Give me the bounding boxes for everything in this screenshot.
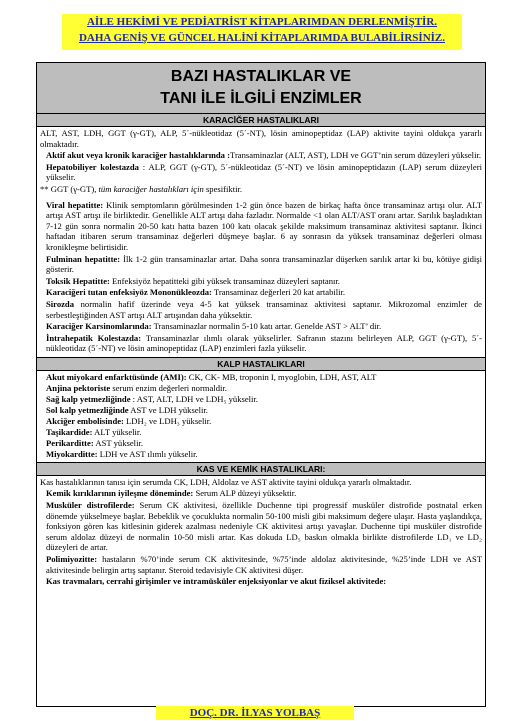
term: Toksik Hepatitte: xyxy=(46,275,110,286)
section-header-heart: KALP HASTALIKLARI xyxy=(37,357,485,371)
term: İntrahepatik Kolestazda: xyxy=(46,332,142,343)
bone-paragraph xyxy=(40,554,482,575)
banner-line-1: AİLE HEKİMİ VE PEDİATRİST KİTAPLARIMDAN DERLENMİŞTİR. xyxy=(86,16,438,28)
term: Viral hepatitte: xyxy=(46,199,104,210)
text: Serum CK aktivitesi, özellikle Duchenne tipi progressif musküler distrofide postnatal erken dönemde yükselmeye başlar. Bebeklik ve çocuklukta normalin 50-100 misli gibi maksimum değere ulaşır. Hasta yaşlandıkça, fonksiyon gören kas kitlesinin giderek azalması nedeniyle CK aktivitesi artışı yavaşlar. Duchenne tipi musküler distrofide serum aldolaz düzeyi de normalin 10-50 misli artar. Kas dokuda LD₅ baskın olmakla birlikte distrofilerde LD₁ ve LD₂ düzeyleri de artar. xyxy=(46,500,482,553)
liver-paragraph xyxy=(40,333,482,354)
text: Klinik semptomların görülmesinden 1-2 gün önce bazen de birkaç hafta önce transaminaz artışı olur. ALT artışı AST artışı ile birliktedir. Genellikle ALT artışı daha fazladır. Normalde <1 olan ALT/AST oranı artar. Sarılık başladıktan 7-12 gün sonra normalin 20-50 katı hatta bazen 100 katı olacak şekilde maksimum transaminaz aktivitesi saptanır. İkinci haftadan itibaren serum transaminaz değerleri düşmeye başlar. 6 ay sonrasın da yüksek transaminaz değerleri olması kronikleşme belirtisidir. xyxy=(46,199,482,252)
liver-paragraph xyxy=(40,200,482,253)
term: Karaciğer Karsinomlarında: xyxy=(46,321,152,332)
bone-paragraph xyxy=(40,576,482,587)
text: ** GGT (γ-GT), xyxy=(40,183,99,194)
bone-paragraph xyxy=(40,488,482,499)
bone-intro: Kas hastalıklarının tanısı için serumda CK, LDH, Aldolaz ve AST aktivite tayini oldukça yararlı olmaktadır. xyxy=(40,476,412,487)
term: Sağ kalp yetmezliğinde xyxy=(46,393,131,404)
banner-line-2: DAHA GENİŞ VE GÜNCEL HALİNİ KİTAPLARIMDA BULABİLİRSİNİZ. xyxy=(78,32,446,44)
text: Transaminaz değerleri 20 kat artabilir. xyxy=(211,287,346,298)
liver-paragraph xyxy=(40,150,482,161)
page-title-line-1: BAZI HASTALIKLAR VE xyxy=(170,68,352,85)
term: Akciğer embolisinde: xyxy=(46,415,124,426)
heart-item xyxy=(40,383,482,394)
heart-item xyxy=(40,416,482,427)
author-footer: DOÇ. DR. İLYAS YOLBAŞ xyxy=(156,706,354,720)
bone-paragraph xyxy=(40,500,482,553)
term: Kas travmaları, cerrahi girişimler ve intramüsküler enjeksiyonlar ve akut fiziksel aktivitede: xyxy=(46,576,387,587)
term: Akut miyokard enfarktüsünde (AMI): xyxy=(46,371,187,382)
term: Kemik kırıklarının iyileşme döneminde: xyxy=(46,488,194,499)
heart-item xyxy=(40,394,482,405)
text: Enfeksiyöz hepatitteki gibi yüksek transaminaz düzeyleri saptanır. xyxy=(109,275,340,286)
term: Hepatobiliyer kolestazda xyxy=(46,161,139,172)
liver-paragraph xyxy=(40,299,482,320)
text: spesifiktir. xyxy=(203,183,243,194)
term: Musküler distrofilerde: xyxy=(46,500,135,511)
liver-paragraph xyxy=(40,321,482,332)
liver-paragraph xyxy=(40,276,482,287)
heart-item xyxy=(40,372,482,383)
text: Transaminazlar ılımlı olarak yükselirler. Safranın stazını belirleyen ALP, GGT (γ-GT), 5´-nükleotidaz (5´-NT) ve lösin aminopeptidaz (LAP) enzimleri fazla yükselir. xyxy=(46,332,482,354)
term: Karaciğeri tutan enfeksiyöz Mononükleozda: xyxy=(46,287,212,298)
text: LDH₂ ve LDH₃ yükselir. xyxy=(123,415,212,426)
text: hastaların %70’inde serum CK aktivitesinde, %75’inde aldolaz aktivitesinde, %25’inde LDH ve AST aktivitesinde belirgin artış saptanır. Steroid tedavisiyle CK aktivitesi düşer. xyxy=(46,554,482,575)
text: AST yükselir. xyxy=(93,437,143,448)
section-header-muscle-bone: KAS VE KEMİK HASTALIKLARI: xyxy=(37,462,485,476)
text: LDH ve AST ılımlı yükselir. xyxy=(97,448,198,459)
page-title-box xyxy=(36,62,486,114)
section-header-liver: KARACİĞER HASTALIKLARI xyxy=(37,114,485,127)
liver-paragraph xyxy=(40,287,482,298)
term: Sirozda xyxy=(46,298,75,309)
italic-text: tüm karaciğer hastalıkları için xyxy=(98,183,204,194)
term: Miyokarditte: xyxy=(46,448,98,459)
text: Transaminazlar normalin 5-10 katı artar. Genelde AST > ALT’ dir. xyxy=(151,321,382,332)
term: Sol kalp yetmezliğinde xyxy=(46,404,129,415)
term: Fulminan hepatitte: xyxy=(46,253,121,264)
liver-paragraph xyxy=(40,254,482,275)
text: Transaminazlar (ALT, AST), LDH ve GGT’nin serum düzeyleri yükselir. xyxy=(230,150,481,161)
term: Anjina pektoriste xyxy=(46,382,111,393)
term: Perikarditte: xyxy=(46,437,94,448)
text: normalin hafif üzerinde veya 4-5 kat yüksek transaminaz aktivitesi saptanır. Mikrozomal enzimler de serbestleştiğinden AST artışı ALT artışından daha yüksektir. xyxy=(46,298,482,320)
heart-item xyxy=(40,427,482,438)
text: AST ve LDH yükselir. xyxy=(128,404,208,415)
heart-item xyxy=(40,438,482,449)
term: Taşikardide: xyxy=(46,426,93,437)
text: ALT yükselir. xyxy=(92,426,142,437)
section-muscle-bone xyxy=(37,476,485,590)
liver-note xyxy=(40,184,482,195)
text: İlk 1-2 gün transaminazlar artar. Daha sonra transaminazlar düşerken sarılık artar ki bu, kötüye gidişi gösterir. xyxy=(46,253,482,275)
text: Serum ALP düzeyi yüksektir. xyxy=(193,488,297,499)
text: : ALP, GGT (γ-GT), 5´-nükleotidaz (5´-NT) ve lösin aminopeptidazın (LAP) serum düzeyleri yükselir. xyxy=(46,161,482,183)
heart-item xyxy=(40,449,482,460)
content-frame xyxy=(36,113,486,707)
liver-paragraph xyxy=(40,162,482,183)
page-title-line-2: TANI İLE İLGİLİ ENZİMLER xyxy=(160,90,362,107)
liver-intro: ALT, AST, LDH, GGT (γ-GT), ALP, 5´-nükleotidaz (5´-NT), lösin aminopeptidaz (LAP) aktivite tayini oldukça yararlı olmaktadır. xyxy=(40,128,482,149)
heart-item xyxy=(40,405,482,416)
term: Polimiyozitte: xyxy=(46,554,98,565)
text: CK, CK- MB, troponin I, myoglobin, LDH, AST, ALT xyxy=(186,371,377,382)
source-banner xyxy=(62,14,462,50)
text: : AST, ALT, LDH ve LDH₅ yükselir. xyxy=(130,393,258,404)
section-liver xyxy=(37,127,485,357)
section-heart xyxy=(37,371,485,462)
term: Aktif akut veya kronik karaciğer hastalıklarında : xyxy=(46,150,230,161)
text: serum enzim değerleri normaldir. xyxy=(110,382,227,393)
